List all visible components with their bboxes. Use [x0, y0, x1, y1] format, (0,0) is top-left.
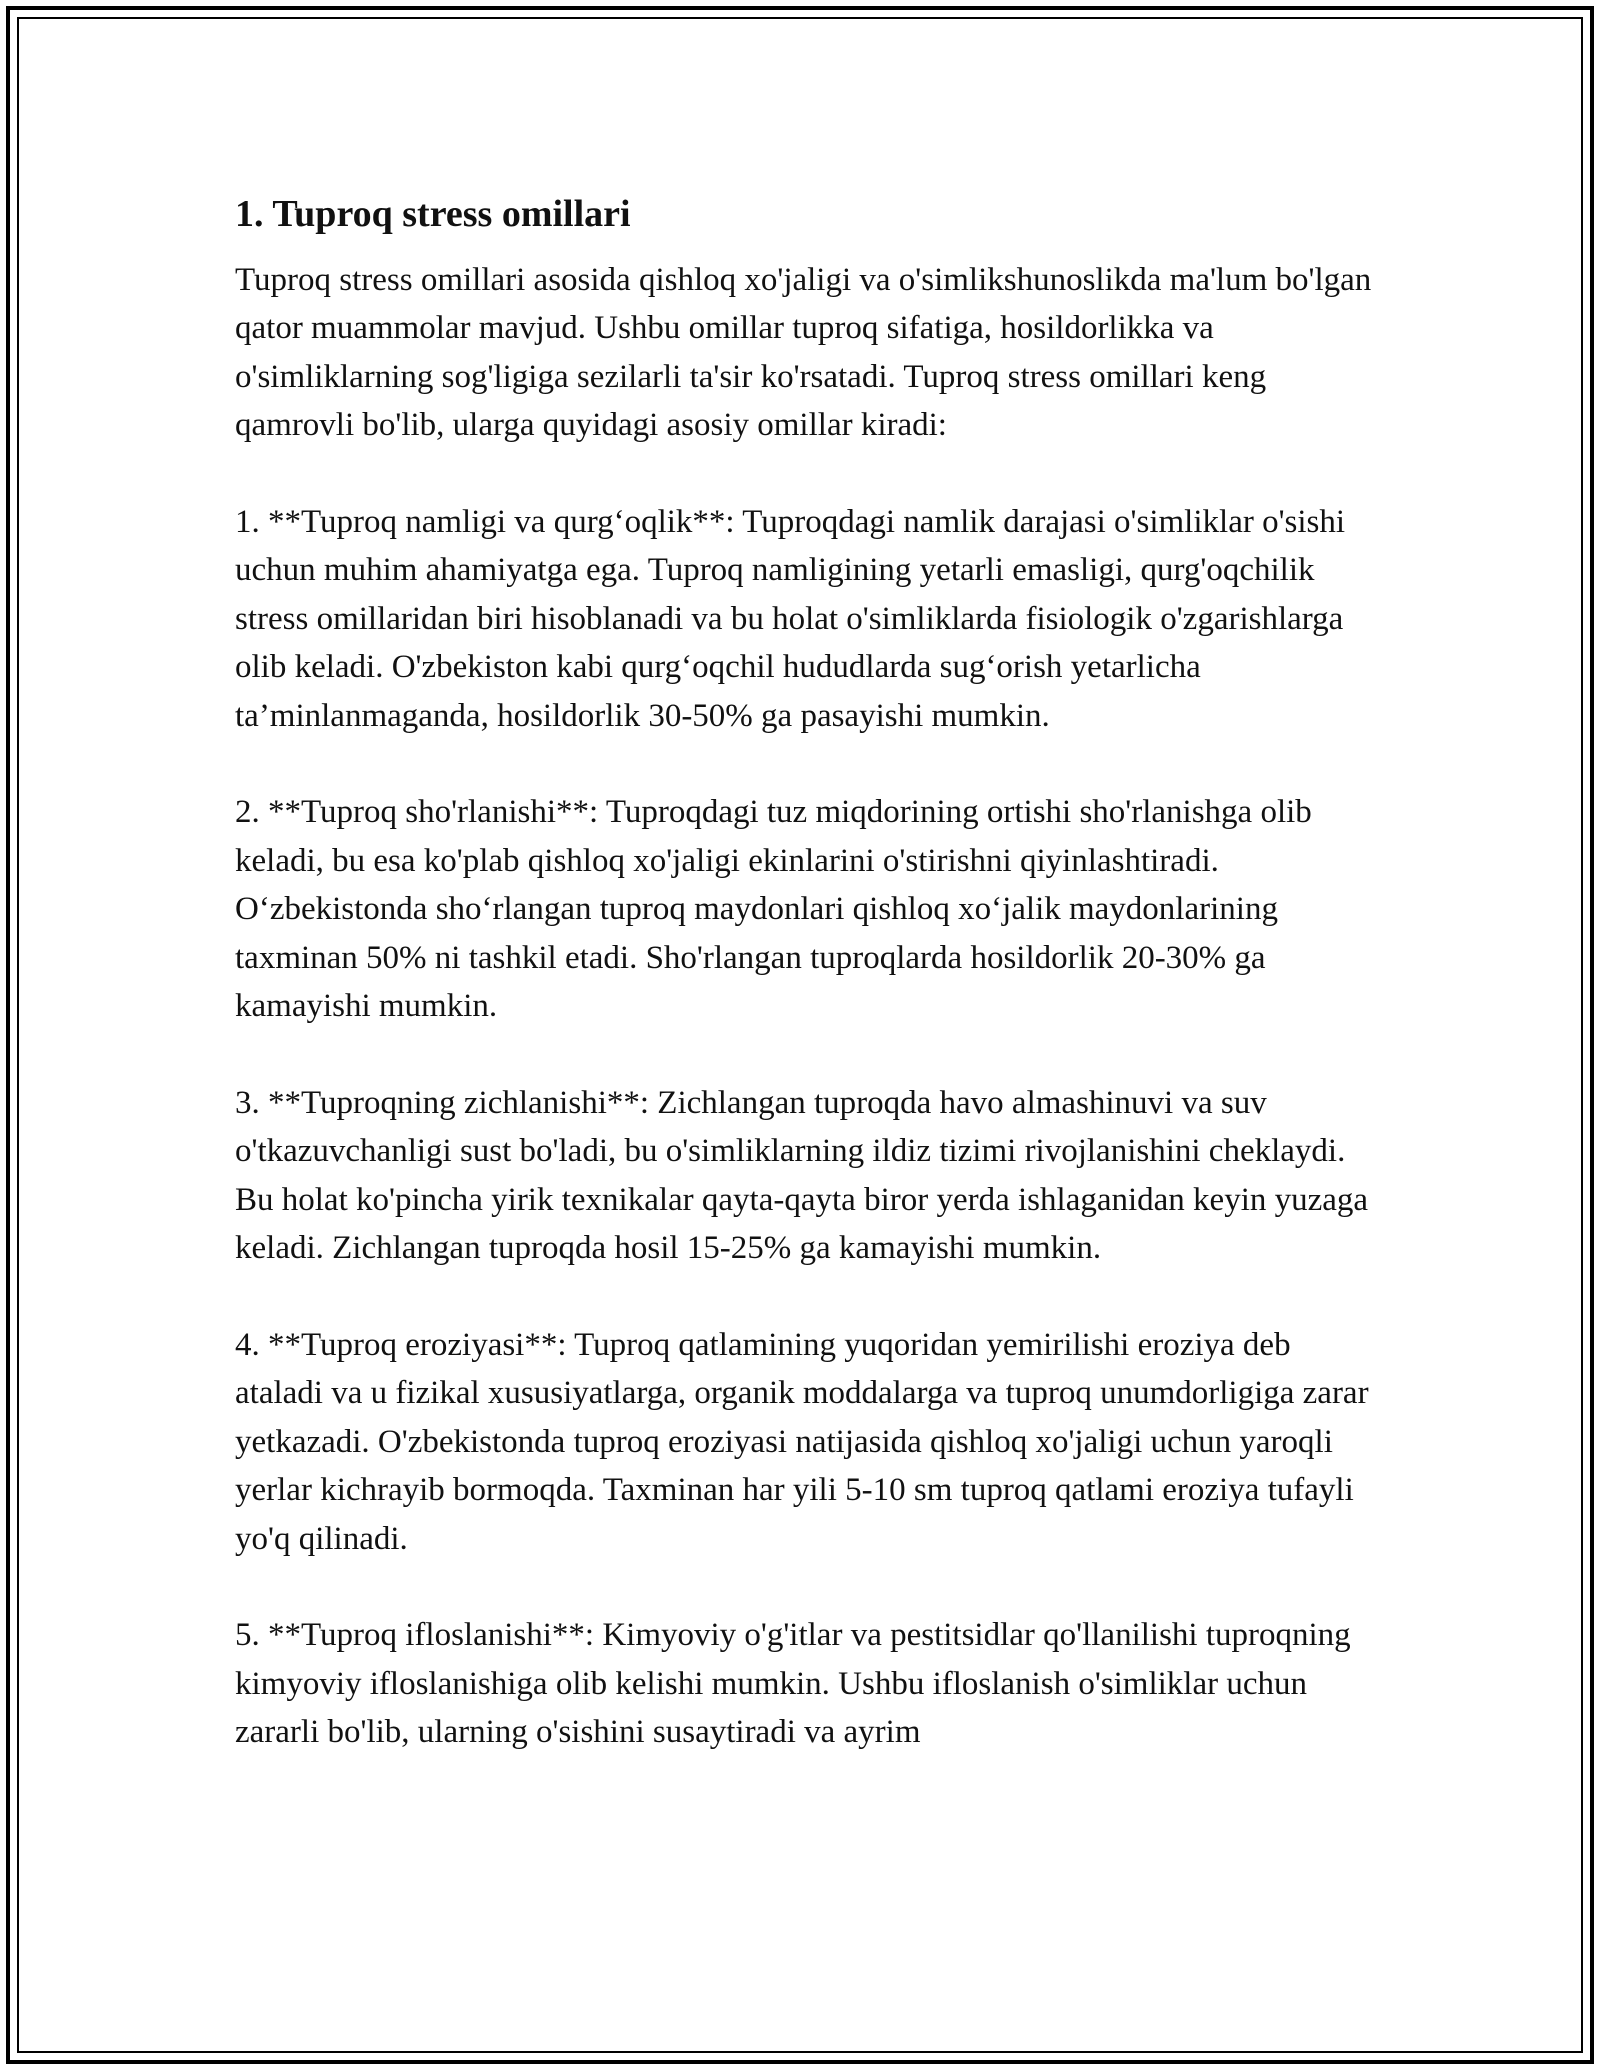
paragraph-soil-pollution: 5. **Tuproq ifloslanishi**: Kimyoviy o'g'itlar va pestitsidlar qo'llanilishi tuproqning kimyoviy ifloslanishiga olib kelishi mumkin. Ushbu ifloslanish o'simliklar uchun zararli bo'lib, ularning o'sishini susaytiradi va ayrim [235, 1617, 1351, 1751]
intro-paragraph: Tuproq stress omillari asosida qishloq xo'jaligi va o'simlikshunoslikda ma'lum bo'lgan qator muammolar mavjud. Ushbu omillar tuproq sifatiga, hosildorlikka va o'simliklarning sog'ligiga sezilarli ta'sir ko'rsatadi. Tuproq stress omillari keng qamrovli bo'lib, ularga quyidagi asosiy omillar kiradi: [235, 262, 1372, 444]
paragraph-soil-moisture: 1. **Tuproq namligi va qurg‘oqlik**: Tuproqdagi namlik darajasi o'simliklar o'sishi uchun muhim ahamiyatga ega. Tuproq namligining yetarli emasligi, qurg'oqchilik stress omillaridan biri hisoblanadi va bu holat o'simliklarda fisiologik o'zgarishlarga olib keladi. O'zbekiston kabi qurg‘oqchil hududlarda sug‘orish yetarlicha ta’minlanmaganda, hosildorlik 30-50% ga pasayishi mumkin. [235, 504, 1346, 734]
document-body [235, 186, 1375, 1805]
section-heading: 1. Tuproq stress omillari [235, 193, 631, 235]
paragraph-soil-erosion: 4. **Tuproq eroziyasi**: Tuproq qatlamining yuqoridan yemirilishi eroziya deb ataladi va u fizikal xususiyatlarga, organik moddalarga va tuproq unumdorligiga zarar yetkazadi. O'zbekistonda tuproq eroziyasi natijasida qishloq xo'jaligi uchun yaroqli yerlar kichrayib bormoqda. Taxminan har yili 5-10 sm tuproq qatlami eroziya tufayli yo'q qilinadi. [235, 1326, 1369, 1557]
paragraph-soil-salinization: 2. **Tuproq sho'rlanishi**: Tuproqdagi tuz miqdorining ortishi sho'rlanishga olib keladi, bu esa ko'plab qishloq xo'jaligi ekinlarini o'stirishni qiyinlashtiradi. O‘zbekistonda sho‘rlangan tuproq maydonlari qishloq xo‘jalik maydonlarining taxminan 50% ni tashkil etadi. Sho'rlangan tuproqlarda hosildorlik 20-30% ga kamayishi mumkin. [235, 794, 1312, 1025]
paragraph-soil-compaction: 3. **Tuproqning zichlanishi**: Zichlangan tuproqda havo almashinuvi va suv o'tkazuvchanligi sust bo'ladi, bu o'simliklarning ildiz tizimi rivojlanishini cheklaydi. Bu holat ko'pincha yirik texnikalar qayta-qayta biror yerda ishlaganidan keyin yuzaga keladi. Zichlangan tuproqda hosil 15-25% ga kamayishi mumkin. [235, 1084, 1369, 1267]
